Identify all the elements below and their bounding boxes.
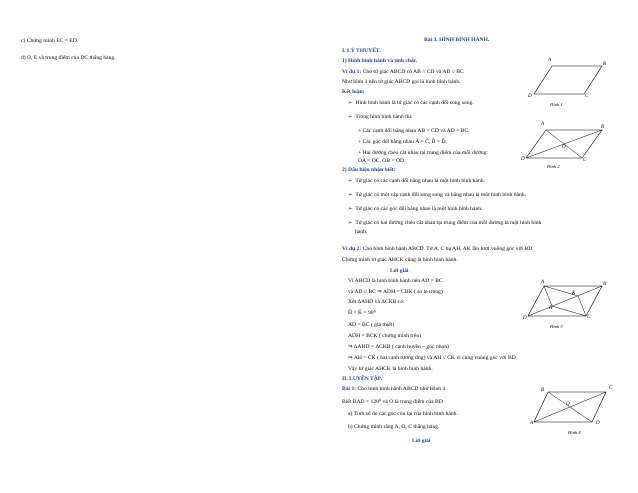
conclusion-text-2: Trong hình bình hành thì: <box>355 114 413 120</box>
segment-ck <box>578 296 586 316</box>
sign-item-1 <box>348 178 485 185</box>
arrow-bullet-icon: ➢ <box>348 101 353 106</box>
fig3-label-c: C <box>587 315 591 320</box>
fig4-label-c: C <box>609 386 613 391</box>
arrow-bullet-icon: ➢ <box>348 207 353 212</box>
diagonal-ac <box>534 392 606 422</box>
sign-item-3 <box>348 206 482 213</box>
sign-text-3: Tứ giác có các góc đối bằng nhau là một hình bình hành. <box>355 206 483 212</box>
figure-3 <box>526 284 606 324</box>
diagonal-bd <box>526 130 602 158</box>
property-diagonals-eq: OA = OC, OB = OD. <box>358 158 406 164</box>
arrow-bullet-icon: ➢ <box>348 179 353 184</box>
fig2-label-a: A <box>541 122 545 127</box>
example-1-text-2: Như hình 1 nên tứ giác ABCD gọi là hình bình hành. <box>342 79 461 85</box>
fig1-label-d: D <box>528 94 532 99</box>
solution-line-9: Vậy tứ giác AHCK là hình bình hành. <box>348 366 433 372</box>
solution-line-3: Xét ΔAHD và ΔCKB có: <box>348 299 405 305</box>
conclusion-item-1 <box>348 100 474 107</box>
fig1-label-a: A <box>548 58 552 63</box>
fig2-label-c: C <box>583 158 587 163</box>
fig3-label-b: B <box>603 282 607 287</box>
fig3-caption: Hình 3 <box>550 324 563 329</box>
fig3-label-a: A <box>541 280 545 285</box>
exercise-1-part-b: b) Chứng minh rằng A, O, C thẳng hàng. <box>348 424 440 430</box>
fig4-caption: Hình 4 <box>568 430 581 435</box>
example-1-text: Cho tứ giác ABCD có AB // CD và AD // BC <box>362 69 464 75</box>
example-2-text: Cho hình bình hành ABCD. Từ A, C hạ AH, AK lần lượt vuông góc với BD. <box>362 246 534 252</box>
fig1-caption: Hình 1 <box>550 102 563 107</box>
sign-item-2 <box>348 192 526 199</box>
example-1-label: Ví dụ 1: <box>342 69 362 75</box>
segment-ch <box>552 306 586 316</box>
fig2-label-b: B <box>601 125 605 130</box>
fig3-label-h: H <box>549 306 553 311</box>
solution-line-8: ⇒ AH = CK ( hai cạnh tương ứng) và AH // CK vì cùng vuông góc với BD <box>348 355 516 361</box>
fig4-label-d: D <box>596 421 600 426</box>
exercise-1-label: Bài 1: <box>342 386 357 392</box>
example-1 <box>342 69 464 76</box>
fig1-label-c: C <box>585 94 589 99</box>
example-2 <box>342 246 534 253</box>
fig1-label-b: B <box>603 62 607 67</box>
subsection-recognition: 2) Dấu hiệu nhận biết: <box>342 167 396 173</box>
solution-line-6: ADH = BCK ( chứng minh trên) <box>348 333 421 339</box>
property-angles: + Các góc đối bằng nhau Â = Ĉ, B̂ = D̂. <box>358 139 447 145</box>
sign-text-4: Tứ giác có hai đường chéo cắt nhau tại trung điểm của mỗi đường là một hình bình <box>355 220 542 226</box>
exercise-1-part-a: a) Tính số đo các góc còn lại của hình bình hành. <box>348 411 458 417</box>
exercise-1 <box>342 386 447 393</box>
figure-1 <box>528 62 608 107</box>
fig2-caption: Hình 2 <box>547 164 560 169</box>
page-title: Bài 3. HÌNH BÌNH HÀNH. <box>424 37 490 43</box>
fig3-label-d: D <box>523 316 527 321</box>
fig4-label-b: B <box>541 388 545 393</box>
property-diagonals: + Hai đường chéo cắt nhau tại trung điểm của mỗi đường: <box>358 150 488 156</box>
solution-line-7: ⇒ ΔAHD = ΔCKB ( cạnh huyền – góc nhọn) <box>348 344 449 350</box>
solution-line-1: Vì ABCD là hình bình hành nên AD = BC <box>348 278 443 284</box>
segment-ah <box>544 286 552 306</box>
sign-item-4 <box>348 220 541 227</box>
sign-text-4b: hành. <box>355 229 368 235</box>
arrow-bullet-icon: ➢ <box>348 193 353 198</box>
example-2-text-2: Chứng minh tứ giác AHCK cũng là hình bình hành. <box>342 257 458 263</box>
fig4-label-o: O <box>566 402 570 407</box>
diagonal-bd <box>528 286 602 316</box>
sign-text-1: Tứ giác có các cạnh đối bằng nhau là một hình bình hành. <box>355 178 485 184</box>
property-sides: + Các cạnh đối bằng nhau AB = CD và AD = BC. <box>358 128 470 134</box>
sign-text-2: Tứ giác có một cặp cạnh đối song song và bằng nhau là một hình bình hành. <box>355 192 526 198</box>
solution-line-4: Ĥ = K̂ = 90⁰ <box>348 310 376 316</box>
solution-line-2: và AD // BC ⇒ ADH = CBK ( so le trong) <box>348 289 443 295</box>
parallelogram-abcd <box>534 66 602 94</box>
fig4-label-a: A <box>530 421 534 426</box>
section-theory-heading: I. LÝ THUYẾT. <box>342 48 381 54</box>
fig2-label-o: O <box>562 145 566 150</box>
left-line-c: c) Chứng minh EC = ED. <box>21 38 79 44</box>
left-line-d: d) O, E và trung điểm của DC thẳng hàng. <box>21 55 116 61</box>
conclusion-label: Kết luận: <box>342 89 365 95</box>
fig3-label-k: K <box>572 291 576 296</box>
fig2-label-d: D <box>521 157 525 162</box>
arrow-bullet-icon: ➢ <box>348 221 353 226</box>
section-practice-heading: II. LUYỆN TẬP. <box>342 376 383 382</box>
solution-heading: Lời giải <box>390 268 409 274</box>
solution-heading-2: Lời giải <box>412 438 431 444</box>
exercise-1-text-2: Biết BAD = 120⁰ và O là trung điểm của BD <box>342 399 443 405</box>
subsection-definition: 1) Hình bình hành và tính chất. <box>342 58 418 64</box>
exercise-1-text: Cho hình bình hành ABCD như Hình 4. <box>357 386 447 392</box>
arrow-bullet-icon: ➢ <box>348 115 353 120</box>
solution-line-5: AD = BC ( giả thiết) <box>348 322 395 328</box>
conclusion-text-1: Hình bình hành là tứ giác có các cạnh đối song song. <box>355 100 474 106</box>
example-2-label: Ví dụ 2: <box>342 246 362 252</box>
conclusion-item-2 <box>348 114 413 121</box>
